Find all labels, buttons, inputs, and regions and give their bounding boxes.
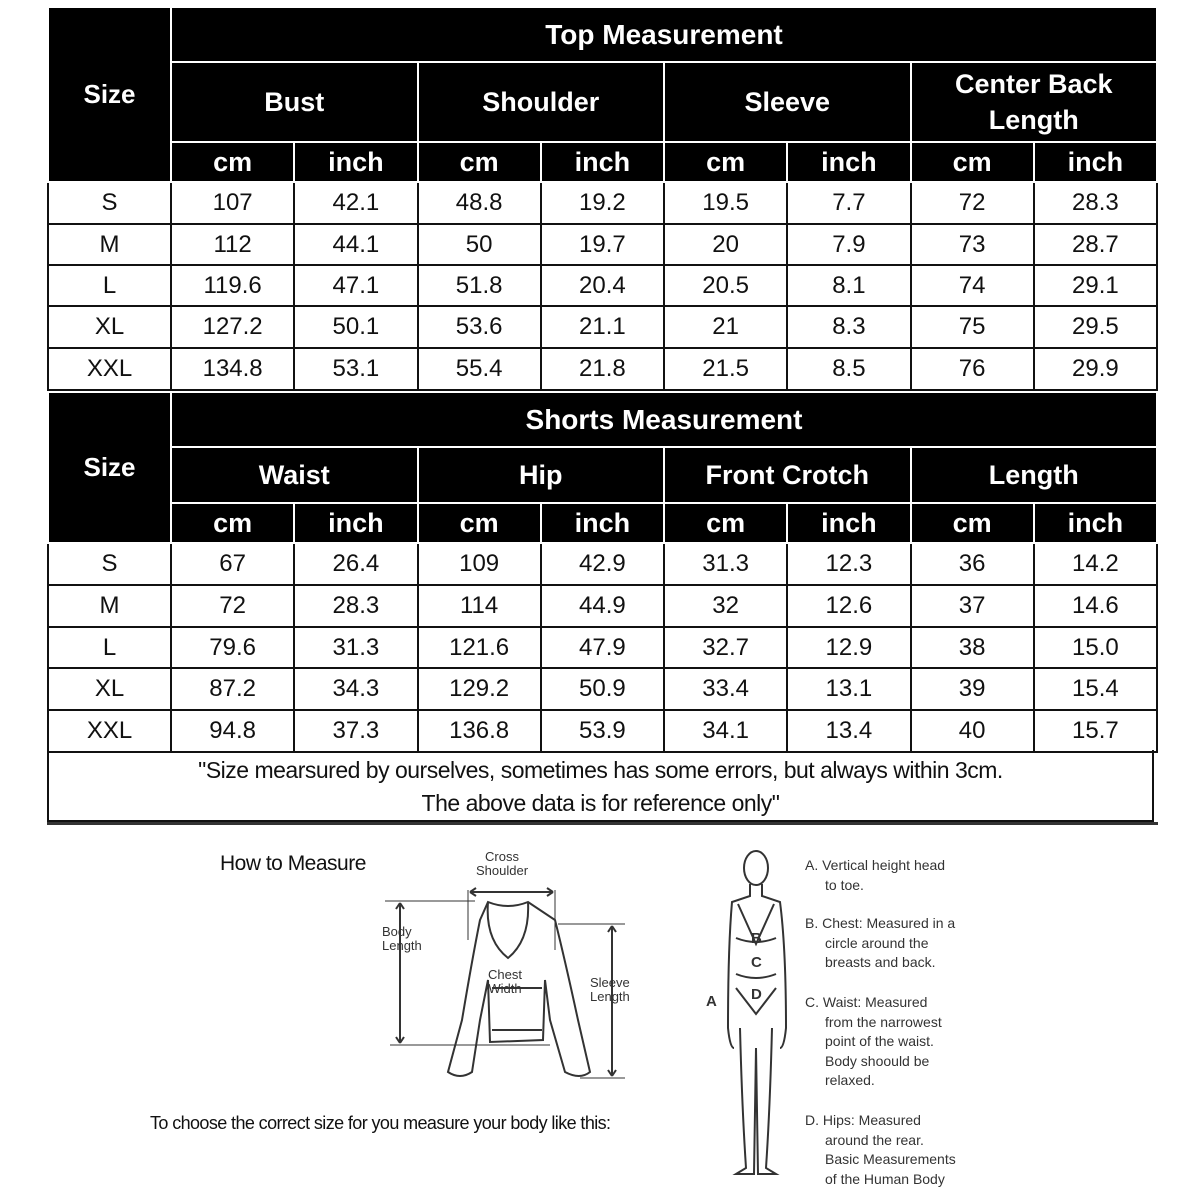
value-cell: 26.4: [294, 543, 417, 585]
legend-line: Body shoould be: [825, 1052, 930, 1069]
size-header: Size: [48, 392, 171, 543]
table-row: [48, 585, 1157, 627]
value-cell: 87.2: [171, 668, 294, 710]
value-cell: 75: [911, 306, 1034, 348]
legend-line: D. Hips: Measured: [805, 1112, 921, 1128]
sleeve-header: Sleeve: [664, 62, 911, 142]
value-cell: 55.4: [418, 348, 541, 390]
legend-line: of the Human Body: [825, 1170, 945, 1187]
front-crotch-header: Front Crotch: [664, 447, 911, 503]
table-row: [48, 265, 1157, 306]
legend-line: breasts and back.: [825, 954, 936, 970]
unit-header: cm: [418, 142, 541, 182]
size-cell: M: [48, 585, 171, 627]
size-cell: XXL: [48, 348, 171, 390]
center-back-line2: Length: [988, 105, 1079, 135]
figure-mark-b: B: [751, 930, 762, 947]
value-cell: 19.2: [541, 182, 664, 224]
legend-line: from the narrowest: [825, 1013, 942, 1030]
value-cell: 32: [664, 585, 787, 627]
legend-line: circle around the: [825, 934, 929, 951]
label-line: Length: [590, 989, 630, 1004]
value-cell: 50.9: [541, 668, 664, 710]
value-cell: 19.7: [541, 224, 664, 265]
size-cell: XL: [48, 668, 171, 710]
unit-header: cm: [911, 503, 1034, 543]
unit-header: cm: [171, 142, 294, 182]
value-cell: 13.4: [787, 710, 910, 752]
value-cell: 119.6: [171, 265, 294, 306]
figure-mark-a: A: [706, 993, 717, 1010]
value-cell: 109: [418, 543, 541, 585]
value-cell: 134.8: [171, 348, 294, 390]
value-cell: 21: [664, 306, 787, 348]
value-cell: 44.9: [541, 585, 664, 627]
size-cell: L: [48, 627, 171, 668]
value-cell: 31.3: [294, 627, 417, 668]
value-cell: 31.3: [664, 543, 787, 585]
shorts-table-title: Shorts Measurement: [171, 392, 1157, 447]
size-cell: S: [48, 182, 171, 224]
value-cell: 33.4: [664, 668, 787, 710]
center-back-line1: Center Back: [954, 69, 1113, 99]
measurement-legend-a: [805, 856, 945, 895]
value-cell: 28.3: [1034, 182, 1157, 224]
value-cell: 79.6: [171, 627, 294, 668]
value-cell: 40: [911, 710, 1034, 752]
value-cell: 21.5: [664, 348, 787, 390]
value-cell: 67: [171, 543, 294, 585]
how-to-measure-title: How to Measure: [220, 852, 366, 875]
unit-header: inch: [787, 142, 910, 182]
value-cell: 47.9: [541, 627, 664, 668]
unit-header: inch: [294, 142, 417, 182]
legend-line: Basic Measurements: [825, 1151, 956, 1167]
label-line: Cross: [485, 849, 519, 864]
body-figure-icon: [718, 848, 798, 1188]
legend-line: C. Waist: Measured: [805, 994, 928, 1010]
unit-header: inch: [294, 503, 417, 543]
value-cell: 8.5: [787, 348, 910, 390]
value-cell: 29.9: [1034, 348, 1157, 390]
unit-header: cm: [171, 503, 294, 543]
disclaimer-line1: "Size mearsured by ourselves, sometimes has some errors, but always within 3cm.: [198, 757, 1003, 783]
cross-shoulder-label: [476, 850, 528, 878]
label-line: Sleeve: [590, 975, 630, 990]
size-cell: L: [48, 265, 171, 306]
value-cell: 121.6: [418, 627, 541, 668]
measurement-disclaimer: [47, 750, 1154, 822]
value-cell: 37: [911, 585, 1034, 627]
top-table-title: Top Measurement: [171, 7, 1157, 62]
waist-header: Waist: [171, 447, 418, 503]
value-cell: 76: [911, 348, 1034, 390]
value-cell: 21.1: [541, 306, 664, 348]
value-cell: 53.6: [418, 306, 541, 348]
table-row: [48, 543, 1157, 585]
label-line: Body: [382, 924, 412, 939]
value-cell: 39: [911, 668, 1034, 710]
figure-mark-c: C: [751, 954, 762, 971]
value-cell: 29.5: [1034, 306, 1157, 348]
length-header: Length: [911, 447, 1158, 503]
value-cell: 48.8: [418, 182, 541, 224]
top-measurement-table: [47, 6, 1158, 391]
value-cell: 20.5: [664, 265, 787, 306]
value-cell: 29.1: [1034, 265, 1157, 306]
legend-line: around the rear.: [825, 1131, 924, 1148]
value-cell: 127.2: [171, 306, 294, 348]
label-line: Width: [488, 981, 522, 996]
size-cell: S: [48, 543, 171, 585]
sleeve-length-label: [590, 976, 630, 1004]
value-cell: 14.6: [1034, 585, 1157, 627]
value-cell: 7.7: [787, 182, 910, 224]
value-cell: 28.3: [294, 585, 417, 627]
legend-line: to toe.: [825, 876, 864, 893]
value-cell: 28.7: [1034, 224, 1157, 265]
measurement-legend-b: [805, 914, 955, 973]
unit-header: inch: [787, 503, 910, 543]
value-cell: 34.1: [664, 710, 787, 752]
value-cell: 13.1: [787, 668, 910, 710]
value-cell: 19.5: [664, 182, 787, 224]
center-back-length-header: [911, 62, 1158, 142]
value-cell: 15.4: [1034, 668, 1157, 710]
choose-size-instruction: To choose the correct size for you measure your body like this:: [150, 1113, 611, 1133]
value-cell: 53.9: [541, 710, 664, 752]
value-cell: 37.3: [294, 710, 417, 752]
value-cell: 15.0: [1034, 627, 1157, 668]
value-cell: 34.3: [294, 668, 417, 710]
legend-line: A. Vertical height head: [805, 857, 946, 873]
value-cell: 74: [911, 265, 1034, 306]
legend-line: point of the waist.: [825, 1033, 934, 1049]
unit-header: cm: [911, 142, 1034, 182]
measurement-legend-d: [805, 1111, 956, 1189]
table-row: [48, 348, 1157, 390]
value-cell: 20: [664, 224, 787, 265]
size-cell: XL: [48, 306, 171, 348]
value-cell: 53.1: [294, 348, 417, 390]
table-row: [48, 306, 1157, 348]
value-cell: 8.3: [787, 306, 910, 348]
value-cell: 129.2: [418, 668, 541, 710]
unit-header: inch: [541, 142, 664, 182]
value-cell: 14.2: [1034, 543, 1157, 585]
value-cell: 7.9: [787, 224, 910, 265]
value-cell: 36: [911, 543, 1034, 585]
table-row: [48, 668, 1157, 710]
shorts-measurement-table: [47, 391, 1158, 753]
value-cell: 72: [911, 182, 1034, 224]
value-cell: 136.8: [418, 710, 541, 752]
value-cell: 50.1: [294, 306, 417, 348]
value-cell: 12.6: [787, 585, 910, 627]
measurement-legend-c: [805, 993, 942, 1091]
unit-header: cm: [418, 503, 541, 543]
size-cell: XXL: [48, 710, 171, 752]
shoulder-header: Shoulder: [418, 62, 665, 142]
label-line: Chest: [488, 967, 522, 982]
value-cell: 112: [171, 224, 294, 265]
note-bottom-border: [47, 822, 1158, 825]
value-cell: 50: [418, 224, 541, 265]
value-cell: 38: [911, 627, 1034, 668]
disclaimer-line2: The above data is for reference only": [421, 790, 780, 816]
size-cell: M: [48, 224, 171, 265]
unit-header: cm: [664, 142, 787, 182]
table-row: [48, 710, 1157, 752]
value-cell: 42.9: [541, 543, 664, 585]
value-cell: 12.9: [787, 627, 910, 668]
table-row: [48, 627, 1157, 668]
value-cell: 8.1: [787, 265, 910, 306]
value-cell: 107: [171, 182, 294, 224]
unit-header: cm: [664, 503, 787, 543]
bust-header: Bust: [171, 62, 418, 142]
value-cell: 114: [418, 585, 541, 627]
label-line: Length: [382, 938, 422, 953]
legend-line: relaxed.: [825, 1072, 875, 1088]
value-cell: 15.7: [1034, 710, 1157, 752]
table-row: [48, 224, 1157, 265]
table-row: [48, 182, 1157, 224]
label-line: Shoulder: [476, 863, 529, 878]
unit-header: inch: [1034, 142, 1157, 182]
value-cell: 44.1: [294, 224, 417, 265]
value-cell: 20.4: [541, 265, 664, 306]
legend-line: B. Chest: Measured in a: [805, 915, 956, 931]
value-cell: 32.7: [664, 627, 787, 668]
value-cell: 47.1: [294, 265, 417, 306]
body-length-label: [382, 925, 422, 953]
unit-header: inch: [1034, 503, 1157, 543]
value-cell: 51.8: [418, 265, 541, 306]
value-cell: 72: [171, 585, 294, 627]
chest-width-label: [488, 968, 522, 996]
size-header: Size: [48, 7, 171, 182]
value-cell: 42.1: [294, 182, 417, 224]
value-cell: 21.8: [541, 348, 664, 390]
value-cell: 12.3: [787, 543, 910, 585]
unit-header: inch: [541, 503, 664, 543]
figure-mark-d: D: [751, 986, 762, 1003]
value-cell: 73: [911, 224, 1034, 265]
hip-header: Hip: [418, 447, 665, 503]
value-cell: 94.8: [171, 710, 294, 752]
